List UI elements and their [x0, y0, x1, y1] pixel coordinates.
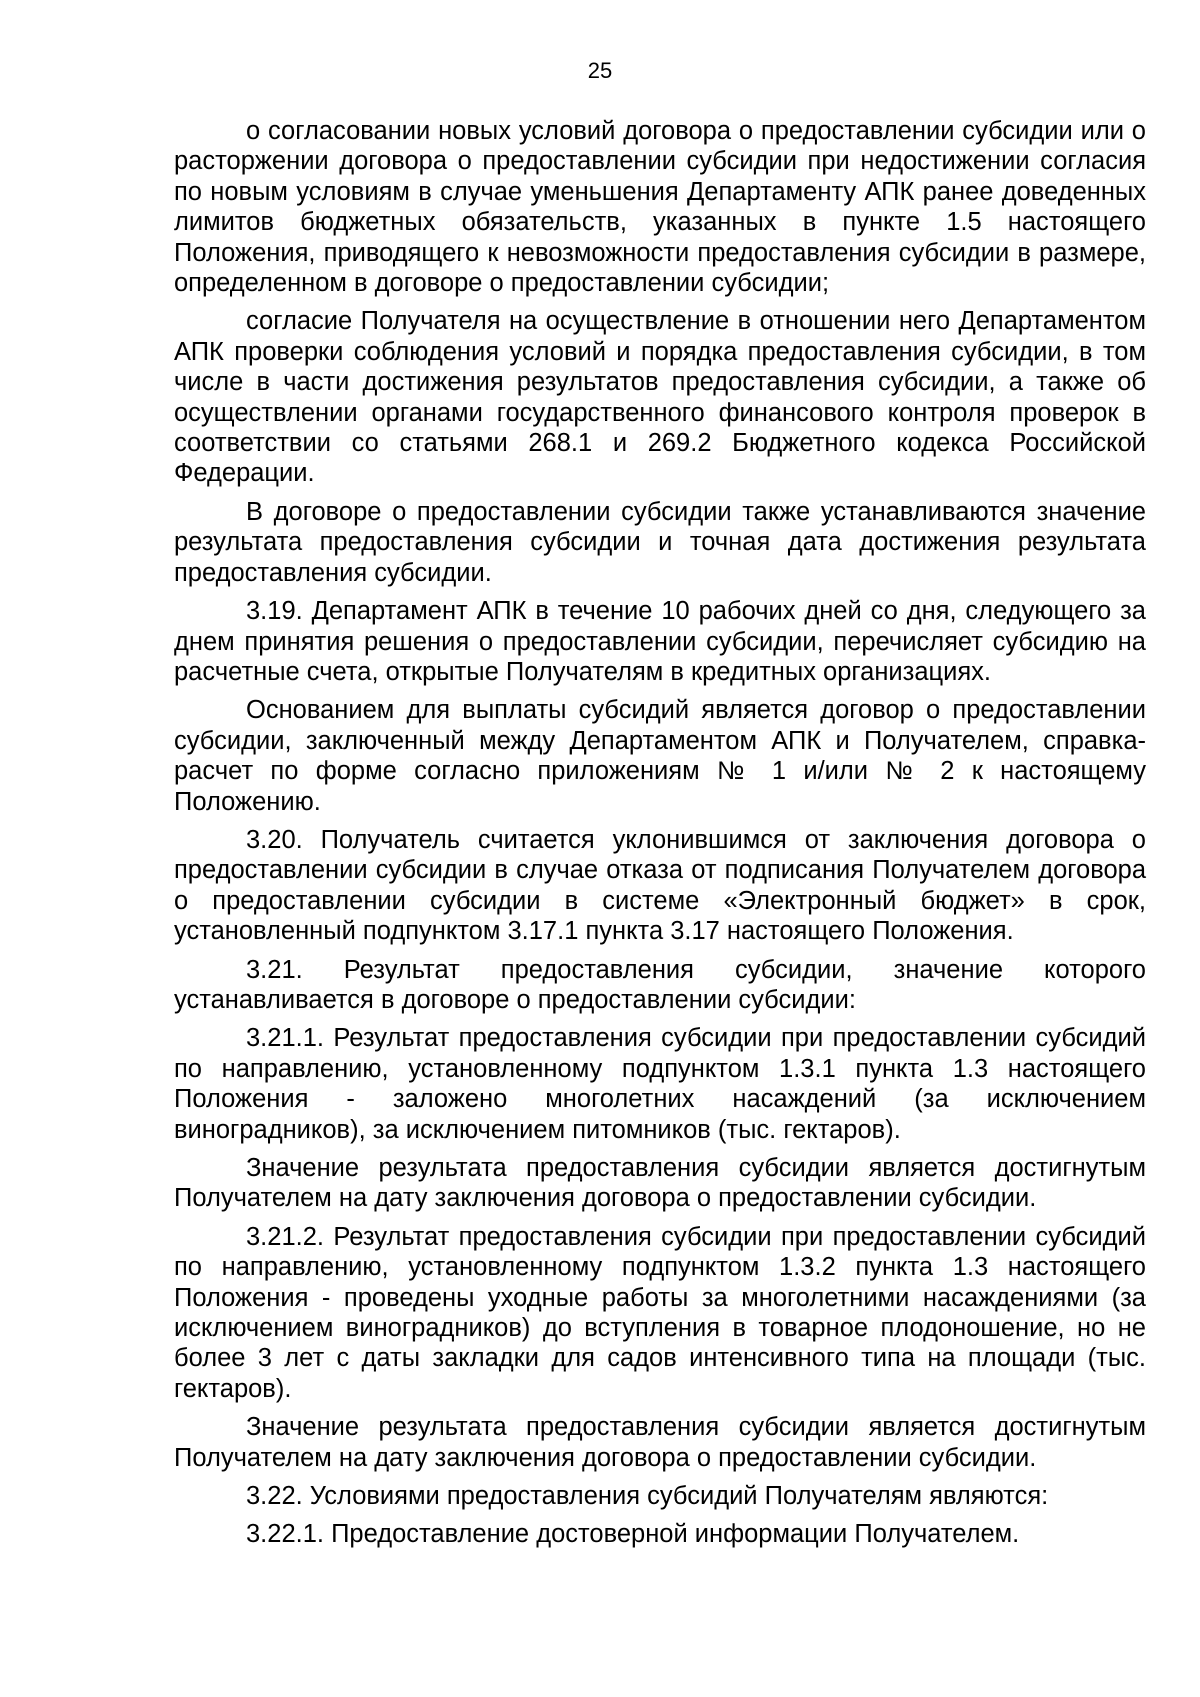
paragraph-result-value: В договоре о предоставлении субсидии также устанавливаются значение результата предоставления субсидии и точная дата достижения результата предоставления субсидии. — [174, 497, 1146, 587]
paragraph-3-21: 3.21. Результат предоставления субсидии, значение которого устанавливается в договоре о предоставлении субсидии: — [174, 955, 1146, 1014]
paragraph-3-21-1: 3.21.1. Результат предоставления субсидии при предоставлении субсидий по направлению, установленному подпунктом 1.3.1 пункта 1.3 настоящего Положения - заложено многолетних насаждений (за исключением виноградников), за исключением питомников (тыс. гектаров). — [174, 1024, 1146, 1144]
paragraph-result-achieved-2: Значение результата предоставления субсидии является достигнутым Получателем на дату заключения договора о предоставлении субсидии. — [174, 1413, 1146, 1472]
paragraph-agreement-conditions: о согласовании новых условий договора о предоставлении субсидии или о расторжении договора о предоставлении субсидии при недостижении согласия по новым условиям в случае уменьшения Департаменту АПК ранее доведенных лимитов бюджетных обязательств, указанных в пункте 1.5 настоящего Положения, приводящего к невозможности предоставления субсидии в размере, определенном в договоре о предоставлении субсидии; — [174, 117, 1146, 298]
paragraph-3-22-1: 3.22.1. Предоставление достоверной информации Получателем. — [246, 1520, 1020, 1549]
paragraph-payment-basis: Основанием для выплаты субсидий является договор о предоставлении субсидии, заключенный между Департаментом АПК и Получателем, справка-расчет по форме согласно приложениям № 1 и/или № 2 к настоящему Положению. — [174, 696, 1146, 816]
paragraph-result-achieved-1: Значение результата предоставления субсидии является достигнутым Получателем на дату заключения договора о предоставлении субсидии. — [174, 1154, 1146, 1213]
paragraph-3-21-2: 3.21.2. Результат предоставления субсидии при предоставлении субсидий по направлению, установленному подпунктом 1.3.2 пункта 1.3 настоящего Положения - проведены уходные работы за многолетними насаждениями (за исключением виноградников) до вступления в товарное плодоношение, но не более 3 лет с даты закладки для садов интенсивного типа на площади (тыс. гектаров). — [174, 1222, 1146, 1403]
paragraph-3-20: 3.20. Получатель считается уклонившимся от заключения договора о предоставлении субсидии в случае отказа от подписания Получателем договора о предоставлении субсидии в системе «Электронный бюджет» в срок, установленный подпунктом 3.17.1 пункта 3.17 настоящего Положения. — [174, 825, 1146, 946]
document-body — [174, 116, 1146, 1558]
paragraph-3-22: 3.22. Условиями предоставления субсидий Получателям являются: — [246, 1482, 1049, 1511]
paragraph-3-19: 3.19. Департамент АПК в течение 10 рабочих дней со дня, следующего за днем принятия решения о предоставлении субсидии, перечисляет субсидию на расчетные счета, открытые Получателям в кредитных организациях. — [174, 597, 1146, 686]
page-number: 25 — [587, 58, 613, 83]
paragraph-recipient-consent: согласие Получателя на осуществление в отношении него Департаментом АПК проверки соблюдения условий и порядка предоставления субсидии, в том числе в части достижения результатов предоставления субсидии, а также об осуществлении органами государственного финансового контроля проверок в соответствии со статьями 268.1 и 269.2 Бюджетного кодекса Российской Федерации. — [174, 307, 1146, 488]
